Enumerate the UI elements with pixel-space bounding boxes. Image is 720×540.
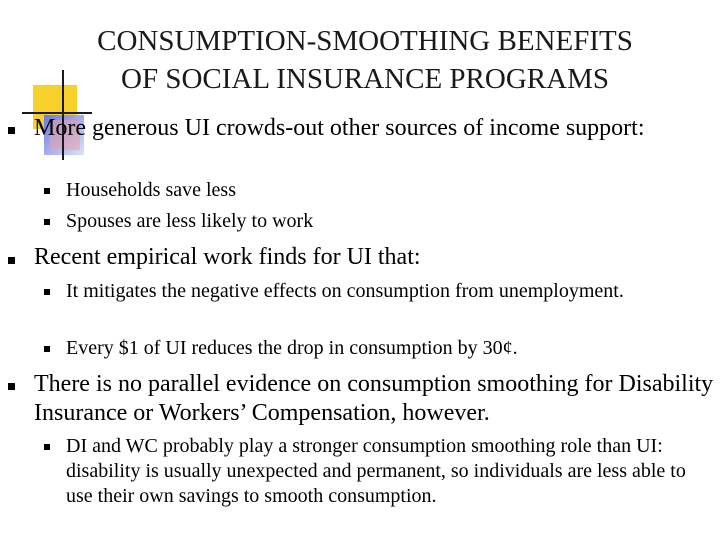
bullet-2-sub-1: It mitigates the negative effects on consumption from unemployment.: [66, 280, 624, 302]
sub-bullet-square-icon: [44, 219, 50, 225]
sub-bullet-square-icon: [44, 346, 50, 352]
bullet-square-icon: [8, 127, 15, 134]
sub-bullet-square-icon: [44, 188, 50, 194]
title-line-2: OF SOCIAL INSURANCE PROGRAMS: [121, 63, 609, 95]
bullet-2-text: Recent empirical work finds for UI that:: [34, 244, 421, 270]
bullet-square-icon: [8, 383, 15, 390]
sub-bullet-square-icon: [44, 289, 50, 295]
sub-bullet-square-icon: [44, 444, 50, 450]
title-line-1: CONSUMPTION-SMOOTHING BENEFITS: [97, 25, 633, 57]
bullet-1-sub-1: Households save less: [66, 179, 236, 201]
bullet-1-sub-2: Spouses are less likely to work: [66, 210, 314, 232]
bullet-2-sub-2: Every $1 of UI reduces the drop in consumption by 30¢.: [66, 337, 518, 359]
bullet-square-icon: [8, 257, 15, 264]
bullet-3-text: There is no parallel evidence on consumption smoothing for Disability Insurance or Workers’ Compensation, however.: [34, 371, 714, 426]
bullet-3-sub-1: DI and WC probably play a stronger consumption smoothing role than UI: disability is usually unexpected and permanent, so individuals are less able to use their own savings to smooth consumption.: [66, 435, 686, 507]
bullet-1-text: More generous UI crowds-out other sources of income support:: [34, 115, 645, 141]
